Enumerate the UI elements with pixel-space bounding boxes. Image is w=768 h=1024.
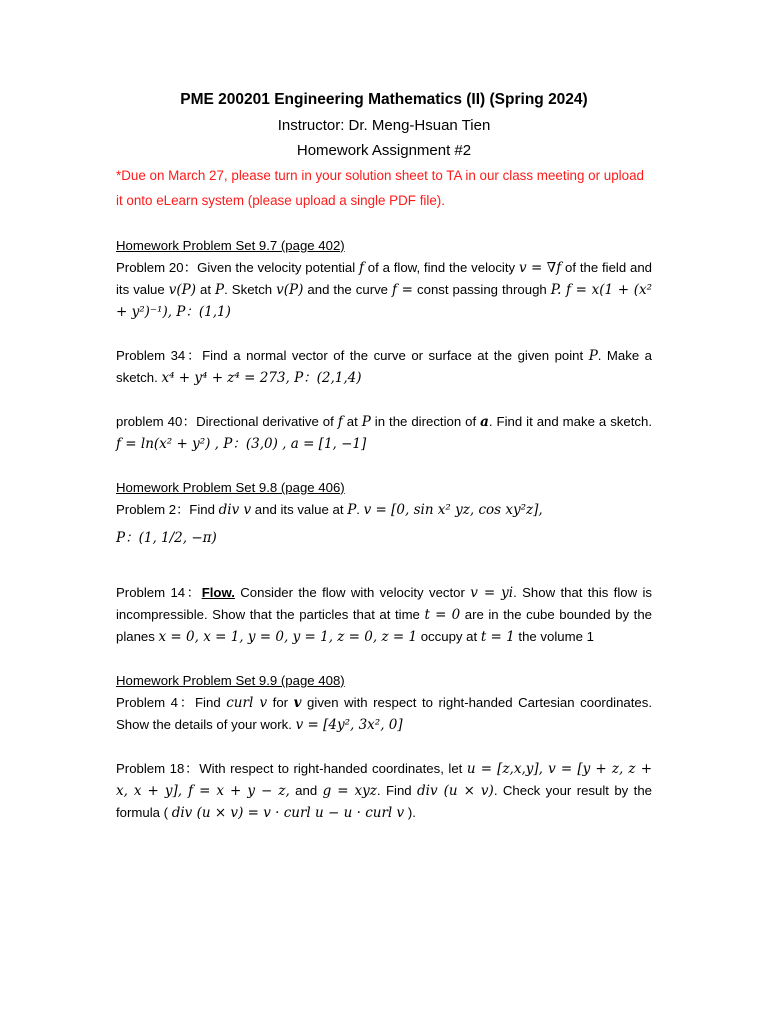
problem-18-text: With respect to right-handed coordinates, let [199,761,467,776]
problem-40-math: f = ln(x² + y²) , P：(3,0) , a = [1, −1] [116,436,367,452]
problem-4-math: curl v [226,695,268,711]
problem-18-label: Problem 18： [116,761,200,776]
problem-2-text: and its value at [251,502,348,517]
problem-14-text: Consider the flow with velocity vector [234,585,471,600]
problem-14-math: v = yi [470,585,514,601]
problem-34-text: Find a normal vector of the curve or surface at the given point [202,348,589,363]
problem-20-math: v = ∇f [518,260,562,276]
section-heading-9-7: Homework Problem Set 9.7 (page 402) [116,238,345,253]
problem-14 [116,582,652,648]
problem-40-text: Directional derivative of [196,414,338,429]
problem-40-math: f [337,414,343,430]
problem-4-text: Find [195,695,227,710]
course-title: PME 200201 Engineering Mathematics (II) (Spring 2024) [180,91,588,108]
problem-list [116,235,652,824]
assignment-title: Homework Assignment #2 [296,142,472,159]
problem-20-label: Problem 20： [116,260,198,275]
problem-20-math: v(P) [276,282,304,298]
problem-34-label: Problem 34： [116,348,203,363]
problem-4-math: v = [4y², 3x², 0] [295,717,403,733]
problem-14-text: . Show that this flow is incompressible. Show that the particles that at time [116,585,652,622]
problem-40-text: in the direction of [370,414,481,429]
problem-18-text: . Find [376,783,418,798]
problem-2-text: . [356,502,364,517]
problem-14-text: are in the cube bounded by the planes [116,607,652,644]
problem-20-text: of a flow, find the velocity [363,260,519,275]
problem-18 [116,758,652,824]
problem-2-math: v = [0, sin x² yz, cos xy²z], [363,502,543,518]
instructor-line: Instructor: Dr. Meng-Hsuan Tien [277,117,491,134]
problem-14-label: Problem 14： [116,585,202,600]
problem-18-text: ). [404,805,416,820]
problem-4-text: given with respect to right-handed Cartesian coordinates. Show the details of your work. [116,695,653,732]
problem-34-math: P [588,348,598,364]
problem-40-text: at [342,414,362,429]
problem-20-text: Given the velocity potential [197,260,359,275]
problem-4 [116,692,652,736]
problem-34 [116,345,652,389]
problem-20-math: f [358,260,364,276]
problem-20-text: and the curve [303,282,393,297]
problem-14-math: x = 0, x = 1, y = 0, y = 1, z = 0, z = 1 [158,629,418,645]
problem-18-text: and [289,783,323,798]
problem-34-text: . Make a sketch. [116,348,653,385]
section-heading-9-9: Homework Problem Set 9.9 (page 408) [116,673,345,688]
problem-20-text: of the field and its value [116,260,652,297]
problem-2-label: Problem 2： [116,502,190,517]
problem-18-math: div (u × v) = v · curl u − u · curl v [171,805,405,821]
problem-2-math: P [347,502,357,518]
section-heading-9-8: Homework Problem Set 9.8 (page 406) [116,480,345,495]
document-header [0,86,768,163]
problem-18-math: g = xyz [322,783,377,799]
problem-18-math: u = [z,x,y], v = [y + z, z + x, x + y], f = x + y − z, [116,761,652,799]
problem-4-label: Problem 4： [116,695,195,710]
problem-18-math: div (u × v) [417,783,494,799]
due-notice: *Due on March 27, please turn in your solution sheet to TA in our class meeting or upload it onto eLearn system (please upload a single PDF file). [116,168,644,208]
problem-4-math: v [293,695,302,711]
problem-20-math: v(P) [168,282,196,298]
problem-20-math: f = [392,282,413,298]
problem-2-text: Find [189,502,219,517]
problem-14-text: occupy at [417,629,481,644]
problem-40-label: problem 40： [116,414,197,429]
problem-20-text: const passing through [413,282,551,297]
problem-20-text: at [196,282,216,297]
problem-20-math: P. f = x(1 + (x² + y²)⁻¹), P：(1,1) [116,282,652,320]
problem-40-math: P [361,414,371,430]
problem-20-text: . Sketch [224,282,277,297]
problem-40-text: . Find it and make a sketch. [488,414,652,429]
problem-34-math: x⁴ + y⁴ + z⁴ = 273, P：(2,1,4) [161,370,362,386]
problem-4-text: for [267,695,294,710]
problem-14-flow-keyword: Flow. [201,585,235,600]
problem-14-math: t = 0 [424,607,461,623]
problem-20 [116,257,652,323]
problem-14-math: t = 1 [480,629,515,645]
problem-2-point [116,527,652,549]
problem-18-text: . Check your result by the formula ( [116,783,652,820]
problem-20-math: P [215,282,225,298]
problem-40-math: a [480,414,489,430]
problem-2-math: div v [218,502,252,518]
problem-14-text: the volume 1 [514,629,594,644]
problem-2 [116,499,652,521]
problem-40 [116,411,652,455]
problem-2-math: P：(1, 1/2, −π) [116,530,217,546]
